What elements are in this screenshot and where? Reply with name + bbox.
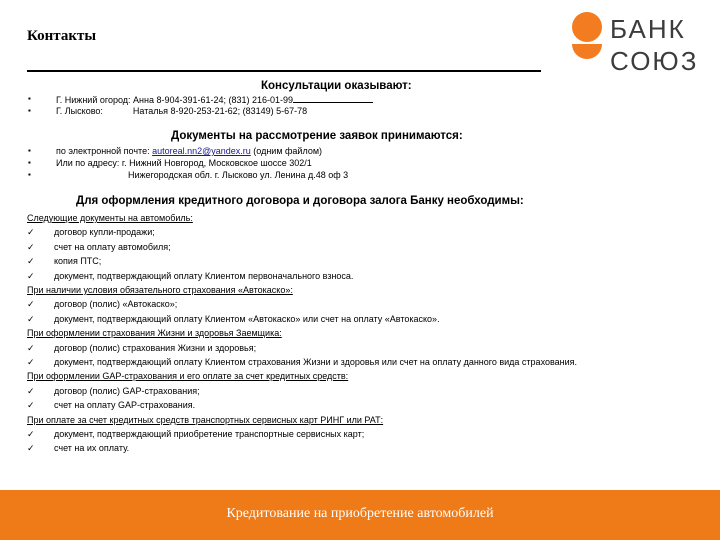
credit-heading: Для оформления кредитного договора и договора залога Банку необходимы: [76, 195, 524, 207]
credit-subheading: Следующие документы на автомобиль: [27, 213, 193, 223]
address-line: Нижегородская обл. г. Лысково ул. Ленина д.48 оф 3 [128, 170, 349, 180]
credit-doc-item: счет на оплату автомобиля; [54, 242, 171, 252]
check-icon: ✓ [27, 271, 35, 281]
check-icon: ✓ [27, 429, 35, 439]
credit-doc-item: документ, подтверждающий оплату Клиентом первоначального взноса. [54, 271, 354, 281]
credit-doc-item: счет на их оплату. [54, 443, 130, 453]
credit-subheading: При наличии условия обязательного страхования «Автокаско»: [27, 285, 293, 295]
logo-circle-icon [572, 12, 602, 42]
credit-subheading: При оплате за счет кредитных средств транспортных сервисных карт РИНГ или РАТ: [27, 415, 384, 425]
credit-doc-item: договор (полис) «Автокаско»; [54, 299, 178, 309]
credit-doc-item: документ, подтверждающий приобретение транспортные сервисных карт; [54, 429, 365, 439]
credit-doc-item: договор (полис) страхования Жизни и здоровья; [54, 343, 257, 353]
check-icon: ✓ [27, 242, 35, 252]
title-divider [27, 70, 541, 72]
credit-doc-item: копия ПТС; [54, 256, 102, 266]
check-icon: ✓ [27, 443, 35, 453]
logo-word-bank: БАНК [610, 14, 686, 44]
consult-heading: Консультации оказывают: [261, 80, 412, 92]
blank-line [293, 93, 373, 103]
check-icon: ✓ [27, 256, 35, 266]
consult-item: Г. Лысково: Наталья 8-920-253-21-62; (83149) 5-67-78 [56, 106, 308, 116]
check-icon: ✓ [27, 343, 35, 353]
docs-submit-heading: Документы на рассмотрение заявок принимаются: [171, 130, 463, 142]
credit-doc-item: договор (полис) GAP-страхования; [54, 386, 200, 396]
credit-subheading: При оформлении страхования Жизни и здоровья Заемщика: [27, 328, 282, 338]
footer-bar [0, 490, 720, 540]
address-line: Или по адресу: г. Нижний Новгород, Московское шоссе 302/1 [56, 158, 312, 168]
email-link[interactable]: autoreal.nn2@yandex.ru [152, 146, 251, 156]
check-icon: ✓ [27, 299, 35, 309]
credit-doc-item: договор купли-продажи; [54, 227, 155, 237]
logo-half-circle-icon [572, 44, 602, 59]
bullet-icon: ▪ [28, 146, 31, 155]
bullet-icon: ▪ [28, 158, 31, 167]
check-icon: ✓ [27, 227, 35, 237]
consult-item: Г. Нижний огород: Анна 8-904-391-61-24; (831) 216-01-99 [56, 93, 373, 106]
check-icon: ✓ [27, 386, 35, 396]
check-icon: ✓ [27, 357, 35, 367]
check-icon: ✓ [27, 314, 35, 324]
credit-subheading: При оформлении GAP-страхования и его оплате за счет кредитных средств: [27, 371, 349, 381]
bullet-icon: ▪ [28, 106, 31, 115]
bullet-icon: ▪ [28, 170, 31, 179]
check-icon: ✓ [27, 400, 35, 410]
logo-word-soyuz: СОЮЗ [610, 46, 699, 76]
bullet-icon: ▪ [28, 94, 31, 103]
bank-logo [572, 12, 712, 74]
credit-doc-item: счет на оплату GAP-страхования. [54, 400, 196, 410]
credit-doc-item: документ, подтверждающий оплату Клиентом «Автокаско» или счет на оплату «Автокаско». [54, 314, 440, 324]
page-title: Контакты [27, 28, 97, 44]
email-line: по электронной почте: autoreal.nn2@yandex.ru (одним файлом) [56, 146, 323, 156]
credit-doc-item: документ, подтверждающий оплату Клиентом страхования Жизни и здоровья или счет на оплату данного вида страхования. [54, 357, 578, 367]
footer-text: Кредитование на приобретение автомобилей [226, 506, 494, 521]
